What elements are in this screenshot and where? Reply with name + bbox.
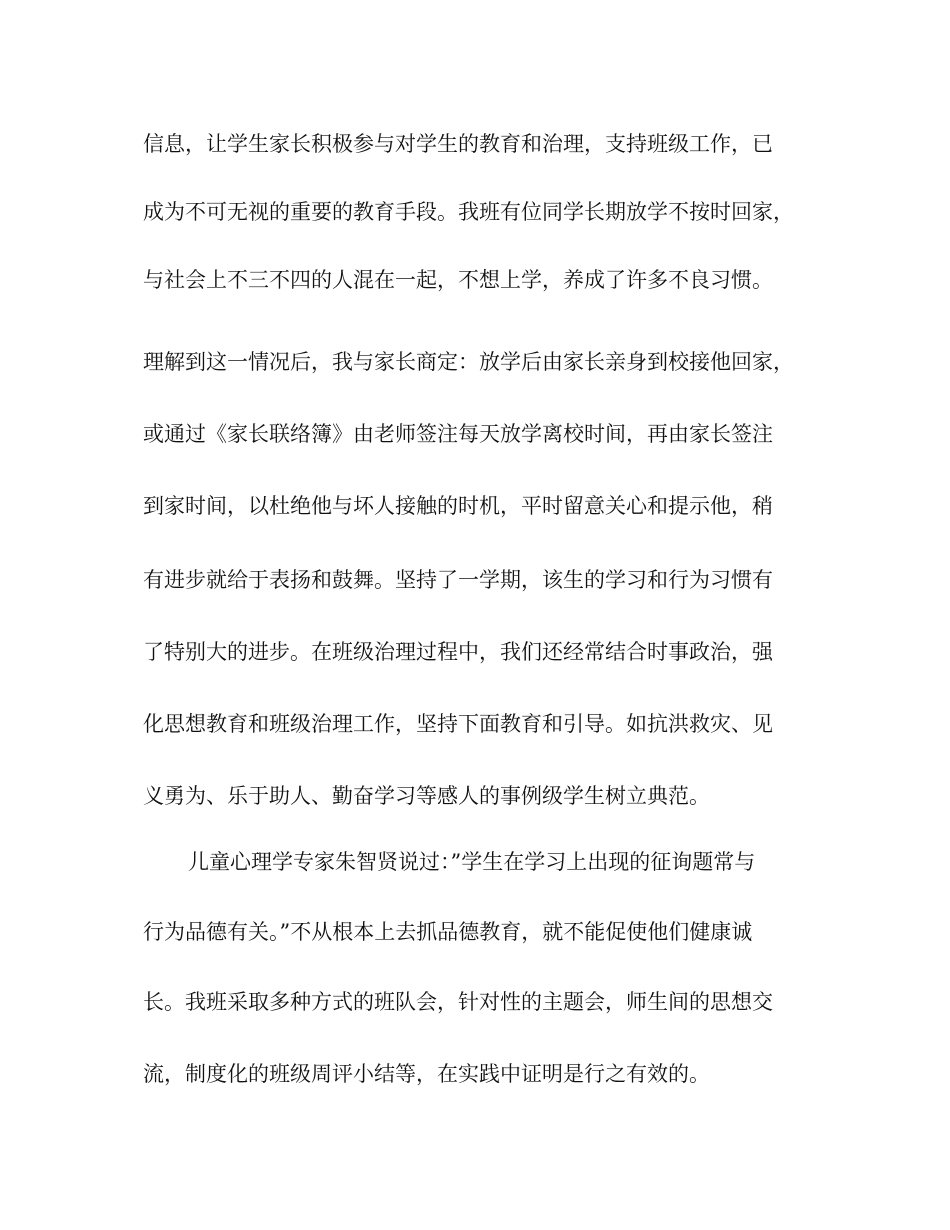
text-line: 成为不可无视的重要的教育手段。我班有位同学长期放学不按时回家，: [143, 200, 794, 224]
paragraph-first-line: 儿童心理学专家朱智贤说过：”学生在学习上出现的征询题常与: [188, 850, 756, 874]
text-line: 流，制度化的班级周评小结等，在实践中证明是行之有效的。: [143, 1062, 710, 1086]
text-line: 信息，让学生家长积极参与对学生的教育和治理，支持班级工作，已: [143, 132, 773, 156]
text-line: 义勇为、乐于助人、勤奋学习等感人的事例级学生树立典范。: [143, 784, 710, 808]
text-line: 化思想教育和班级治理工作，坚持下面教育和引导。如抗洪救灾、见: [143, 712, 773, 736]
text-line: 了特别大的进步。在班级治理过程中，我们还经常结合时事政治，强: [143, 640, 773, 664]
text-line: 有进步就给于表扬和鼓舞。坚持了一学期，该生的学习和行为习惯有: [143, 568, 773, 592]
text-line: 长。我班采取多种方式的班队会，针对性的主题会，师生间的思想交: [143, 990, 773, 1014]
text-line: 到家时间，以杜绝他与坏人接触的时机，平时留意关心和提示他，稍: [143, 494, 773, 518]
text-line: 或通过《家长联络簿》由老师签注每天放学离校时间，再由家长签注: [143, 422, 773, 446]
text-line: 行为品德有关。”不从根本上去抓品德教育，就不能促使他们健康诚: [143, 920, 753, 944]
text-line: 理解到这一情况后，我与家长商定：放学后由家长亲身到校接他回家，: [143, 350, 794, 374]
text-line: 与社会上不三不四的人混在一起，不想上学，养成了许多不良习惯。: [143, 268, 773, 292]
